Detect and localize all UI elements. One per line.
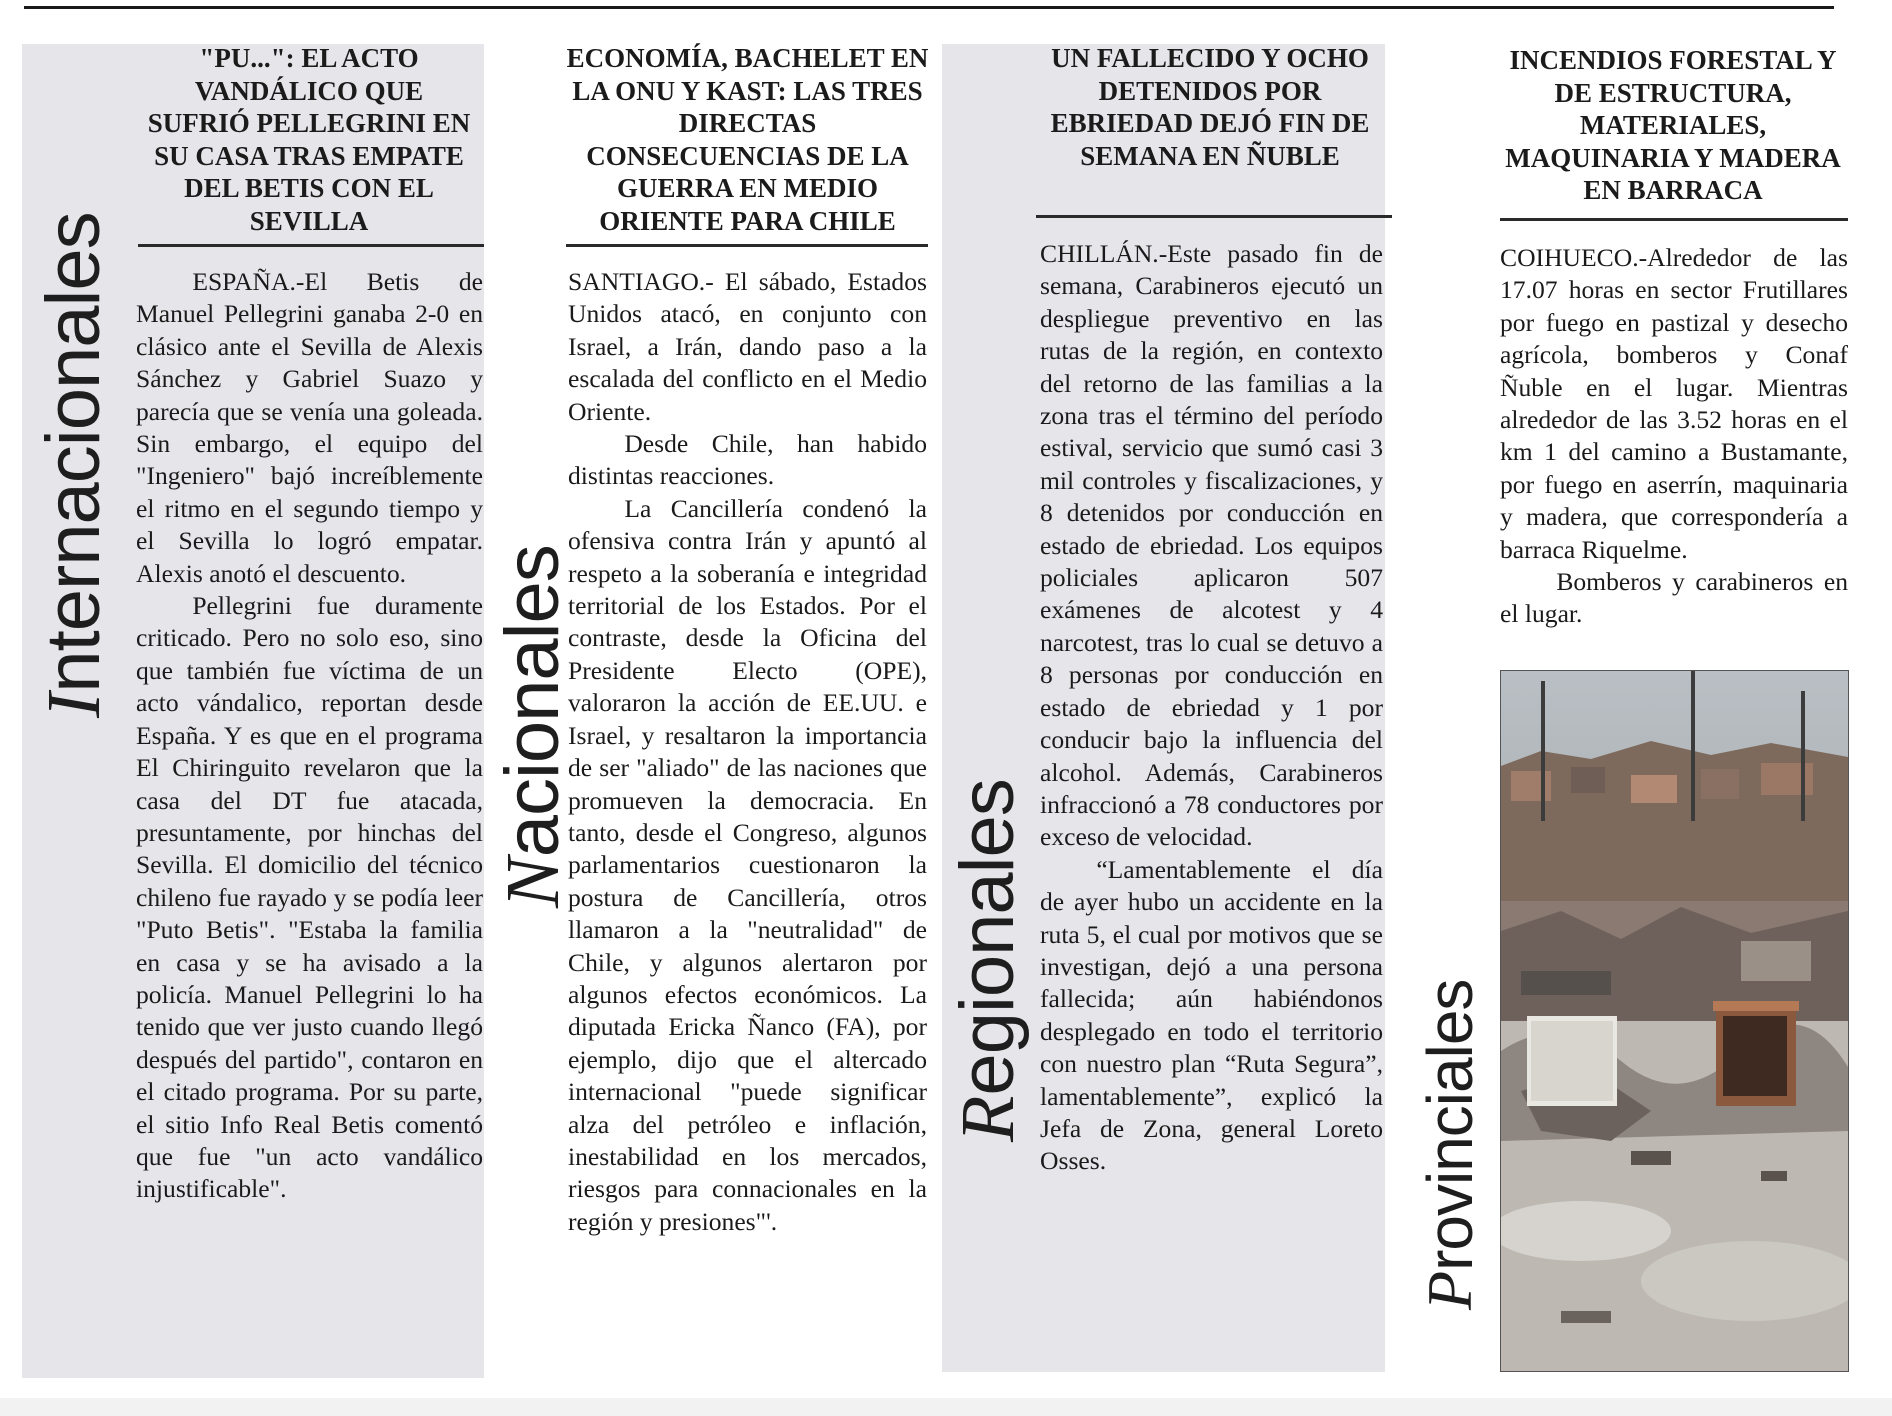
internacionales-section-label [31,118,116,718]
regionales-headline-rule [1036,215,1392,218]
fire-damage-photo [1500,670,1849,1372]
nacionales-label-rest: acionales [490,545,575,858]
internacionales-headline: "PU...": EL ACTO VANDÁLICO QUE SUFRIÓ PELLEGRINI EN SU CASA TRAS EMPATE DEL BETIS CON EL SEVILLA [147,43,471,236]
fire-damage-photo-illustration [1501,671,1848,1371]
nacionales-paragraph-1: SANTIAGO.- El sábado, Estados Unidos atacó, en conjunto con Israel, a Irán, dando paso a la escalada del conflicto en el Medio Oriente. [568,267,927,426]
internacionales-article-body [136,266,483,1206]
provinciales-section-label [1414,878,1486,1310]
internacionales-paragraph-2: Pellegrini fue duramente criticado. Pero no solo eso, sino que también fue víctima de un acto vándalico, reportan desde España. Y es que en el programa El Chiringuito revelaron que la casa del DT fue atacada, presuntamente, por hinchas del Sevilla. El domicilio del técnico chileno fue rayado y se podía leer "Puto Betis". "Estaba la familia en casa y se ha avisado a la policía. Manuel Pellegrini lo ha tenido que ver justo cuando llegó después del partido", contaron en el citado programa. Por su parte, el sitio Info Real Betis comentó que fue "un acto vandálico injustificable". [136,591,483,1204]
regionales-paragraph-1: CHILLÁN.-Este pasado fin de semana, Carabineros ejecutó un despliegue preventivo en las rutas de la región, en contexto del retorno de las familias a la zona tras el término del período estival, servicio que sumó casi 3 mil controles y fiscalizaciones, y 8 detenidos por conducción en estado de ebriedad. Los equipos policiales aplicaron 507 exámenes de alcotest y 4 narcotest, tras lo cual se detuvo a 8 personas por conducción en estado de ebriedad y 1 por conducir bajo la influencia del alcohol. Además, Carabineros infraccionó a 78 conductores por exceso de velocidad. [1040,239,1383,852]
nacionales-section-label [490,478,575,908]
provinciales-paragraph-1: COIHUECO.-Alrededor de las 17.07 horas en sector Frutillares por fuego en pastizal y desecho agrícola, bomberos y Conaf Ñuble en el lugar. Mientras alrededor de las 3.52 horas en el km 1 del camino a Bustamante, por fuego en aserrín, maquinaria y madera, que correspondería a barraca Riquelme. [1500,243,1848,564]
nacionales-paragraph-3: La Cancillería condenó la ofensiva contra Irán y apuntó al respeto a la soberanía e integridad territorial de los Estados. Por el contraste, desde la Oficina del Presidente Electo (OPE), valoraron la acción de EE.UU. e Israel, y resaltaron la importancia de ser "aliado" de las naciones que promueven la democracia. En tanto, desde el Congreso, algunos parlamentarios cuestionaron la postura de Cancillería, otros llamaron a la "neutralidad" de Chile, y algunos alertaron por algunos efectos económicos. La diputada Ericka Ñanco (FA), por ejemplo, dijo que el altercado internacional "puede significar alza del petróleo e inflación, inestabilidad en los mercados, riesgos para connacionales en la región y presiones"'. [568,493,927,1236]
provinciales-headline: INCENDIOS FORESTAL Y DE ESTRUCTURA, MATERIALES, MAQUINARIA Y MADERA EN BARRACA [1505,45,1841,205]
nacionales-article-body [568,266,927,1238]
provinciales-label-rest: rovinciales [1414,979,1486,1271]
regionales-headline: UN FALLECIDO Y OCHO DETENIDOS POR EBRIEDAD DEJÓ FIN DE SEMANA EN ÑUBLE [1050,43,1370,171]
provinciales-paragraph-2: Bomberos y carabineros en el lugar. [1500,567,1848,629]
regionales-label-initial: R [946,1095,1030,1142]
nacionales-headline-rule [566,244,928,247]
bottom-strip [0,1398,1892,1416]
provinciales-article-body [1500,242,1848,631]
nacionales-headline: ECONOMÍA, BACHELET EN LA ONU Y KAST: LAS TRES DIRECTAS CONSECUENCIAS DE LA GUERRA EN MEDIO ORIENTE PARA CHILE [566,43,929,236]
nacionales-label-initial: N [491,857,575,908]
top-rule [24,6,1834,9]
regionales-paragraph-2: “Lamentablemente el día de ayer hubo un accidente en la ruta 5, el cual por motivos que se investigan, dejó a una persona fallecida; aún habiéndonos desplegado en todo el territorio con nuestro plan “Ruta Segura”, lamentablemente”, explicó la Jefa de Zona, general Loreto Osses. [1040,854,1383,1176]
provinciales-headline-rule [1500,218,1848,221]
regionales-section-label [945,702,1030,1142]
internacionales-label-rest: nternacionales [31,212,116,693]
internacionales-label-initial: I [32,692,116,718]
provinciales-label-initial: P [1414,1270,1485,1310]
internacionales-paragraph-1: ESPAÑA.-El Betis de Manuel Pellegrini ganaba 2-0 en clásico ante el Sevilla de Alexis Sánchez y Gabriel Suazo y parecía que se venía una goleada. Sin embargo, el equipo del "Ingeniero" bajó increíblemente el ritmo en el segundo tiempo y el Sevilla lo logró empatar. Alexis anotó el descuento. [136,267,483,588]
nacionales-paragraph-2: Desde Chile, han habido distintas reacciones. [568,429,927,491]
internacionales-headline-rule [138,244,484,247]
regionales-label-rest: egionales [945,779,1030,1096]
regionales-article-body [1040,238,1383,1178]
